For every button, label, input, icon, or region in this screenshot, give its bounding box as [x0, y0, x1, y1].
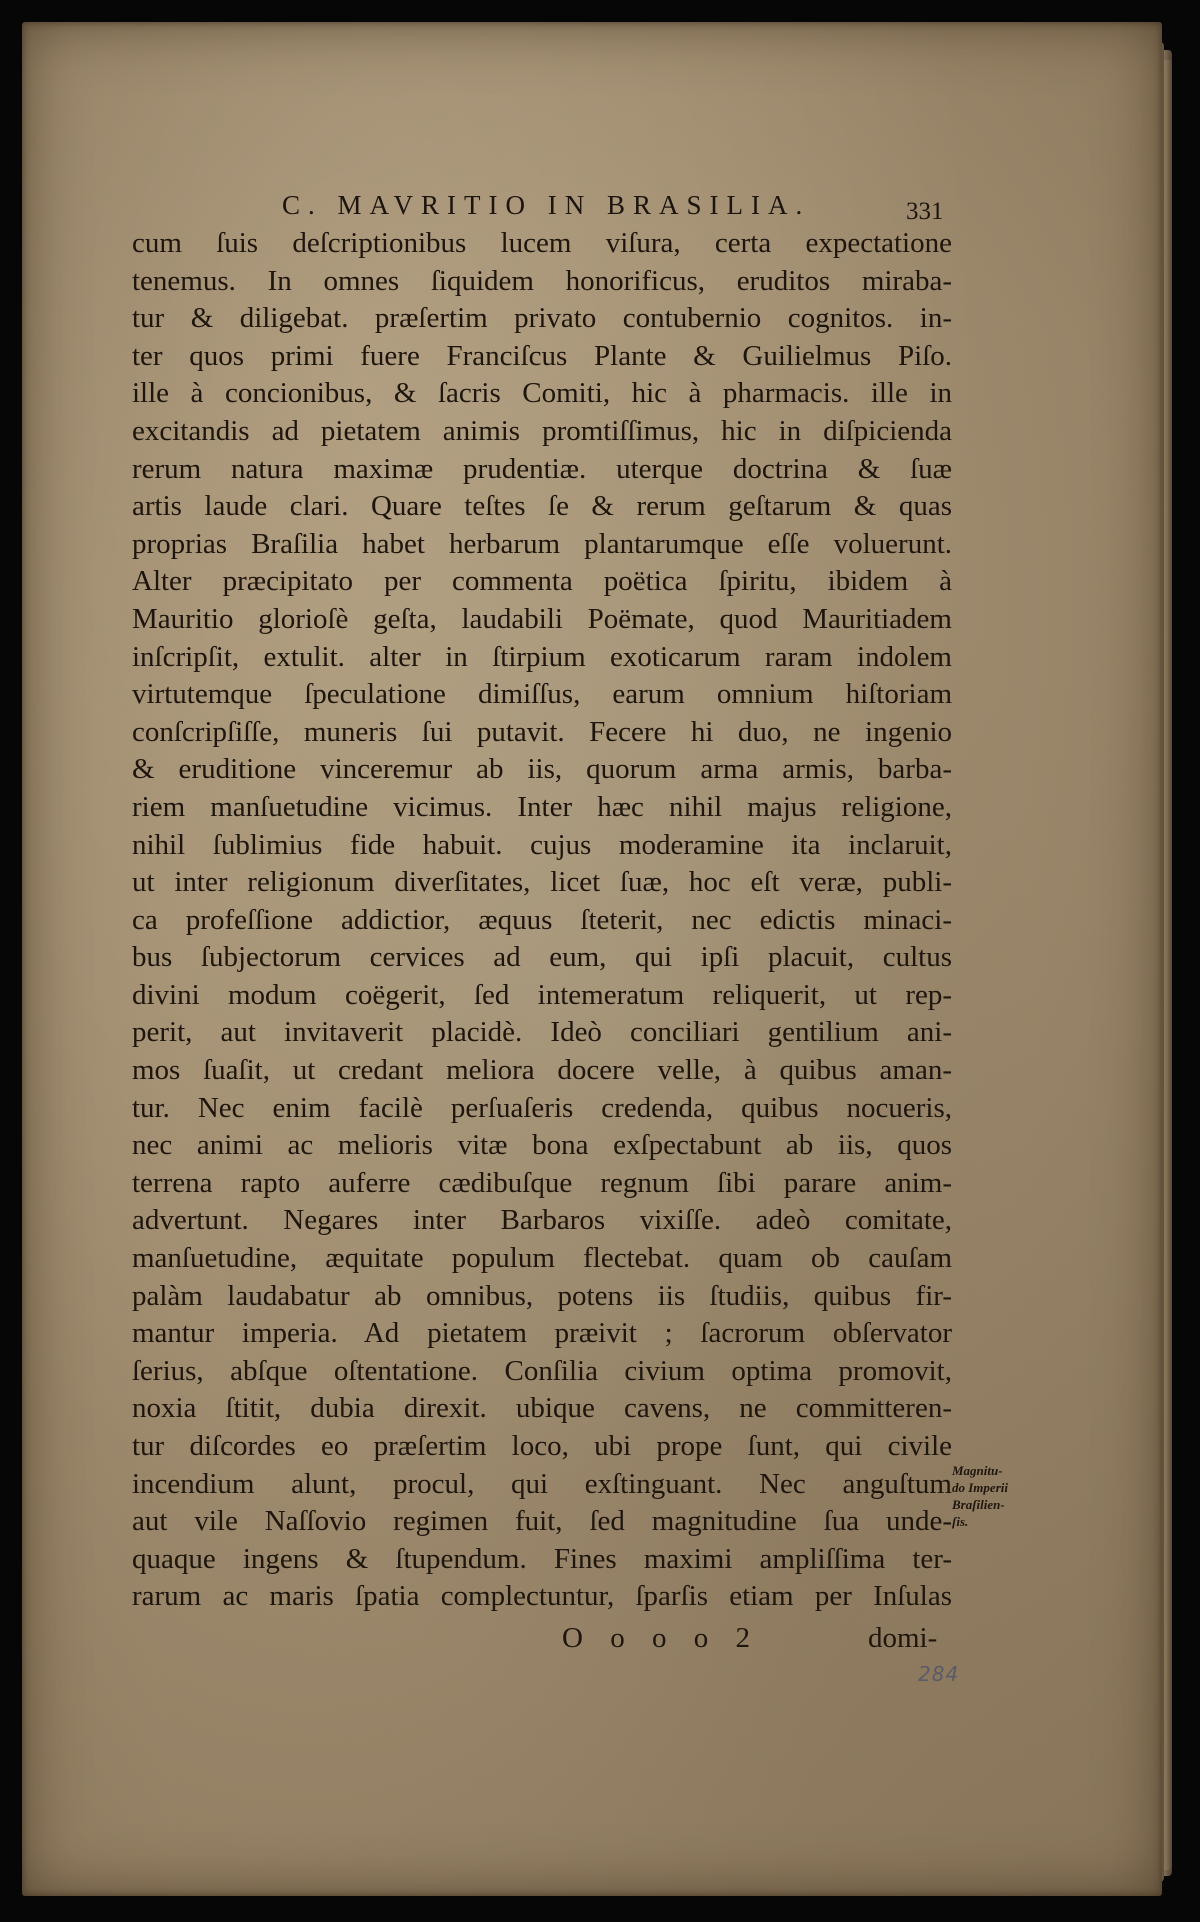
text-line: nihil ſublimius fide habuit. cujus moderamine ita inclaruit, [132, 828, 952, 861]
text-line: perit, aut invitaverit placidè. Ideò conciliari gentilium ani- [132, 1016, 952, 1049]
text-line: bus ſubjectorum cervices ad eum, qui ipſi placuit, cultus [132, 941, 952, 974]
text-line: advertunt. Negares inter Barbaros vixiſſe. adeò comitate, [132, 1204, 952, 1237]
text-line: ca profeſſione addictior, æquus ſteterit, nec edictis minaci- [132, 903, 952, 936]
text-line: tur diſcordes eo præſertim loco, ubi prope ſunt, qui civile [132, 1430, 952, 1462]
text-line: Alter præcipitato per commenta poëtica ſpiritu, ibidem à [132, 565, 952, 598]
text-line: tur. Nec enim facilè perſuaſeris credenda, quibus nocueris, [132, 1091, 952, 1124]
text-line: divini modum coëgerit, ſed intemeratum reliquerit, ut rep- [132, 978, 952, 1011]
text-line: inſcripſit, extulit. alter in ſtirpium exoticarum raram indolem [132, 640, 952, 673]
text-line: manſuetudine, æquitate populum flectebat. quam ob cauſam [132, 1242, 952, 1275]
text-line: mantur imperia. Ad pietatem præivit ; ſacrorum obſervator [132, 1317, 952, 1350]
text-line: mos ſuaſit, ut credant meliora docere velle, à quibus aman- [132, 1054, 952, 1087]
page-number: 331 [906, 198, 944, 225]
text-line: quaque ingens & ſtupendum. Fines maximi ampliſſima ter- [132, 1542, 952, 1575]
text-line: artis laude clari. Quare teſtes ſe & rerum geſtarum & quas [132, 490, 952, 523]
margin-note-line: Braſilien- [952, 1497, 1005, 1512]
margin-note-line: ſis. [952, 1514, 969, 1529]
text-line: tenemus. In omnes ſiquidem honorificus, eruditos mirabа- [132, 264, 952, 297]
margin-note-line: do Imperii [952, 1480, 1008, 1495]
text-line: proprias Braſilia habet herbarum plantarumque eſſe voluerunt. [132, 527, 952, 560]
text-line: excitandis ad pietatem animis promtiſſimus, hic in diſpicienda [132, 414, 952, 447]
text-line: conſcripſiſſe, muneris ſui putavit. Fecere hi duo, ne ingenio [132, 715, 952, 748]
text-line: rerum natura maximæ prudentiæ. uterque doctrina & ſuæ [132, 452, 952, 485]
signature-mark: O o o o 2 [562, 1622, 760, 1654]
text-line: terrena rapto auferre cædibuſque regnum ſibi parare anim- [132, 1166, 952, 1199]
text-line: tur & diligebat. præſertim privato contubernio cognitos. in- [132, 302, 952, 335]
catchword: domi- [868, 1622, 938, 1654]
text-line: ter quos primi fuere Franciſcus Plante & Guilielmus Piſo. [132, 339, 952, 372]
book-page [22, 22, 1162, 1896]
running-head: C. MAVRITIO IN BRASILIA. [282, 190, 811, 220]
text-line: cum ſuis deſcriptionibus lucem viſura, certa expectatione [132, 227, 952, 259]
pencil-annotation: 284 [918, 1662, 960, 1686]
text-line: riem manſuetudine vicimus. Inter hæc nihil majus religione, [132, 790, 952, 823]
text-line: & eruditione vinceremur ab iis, quorum arma armis, barba- [132, 753, 952, 786]
text-line: incendium alunt, procul, qui exſtinguant. Nec anguſtum [132, 1467, 952, 1500]
text-line: ſerius, abſque oſtentatione. Conſilia civium optima promovit, [132, 1354, 952, 1387]
text-line: nec animi ac melioris vitæ bona exſpectabunt ab iis, quos [132, 1129, 952, 1162]
text-line: virtutemque ſpeculatione dimiſſus, earum omnium hiſtoriam [132, 678, 952, 711]
margin-note [952, 1462, 1032, 1530]
text-line: palàm laudabatur ab omnibus, potens iis ſtudiis, quibus fir- [132, 1279, 952, 1312]
text-line: ut inter religionum diverſitates, licet ſuæ, hoc eſt veræ, publi- [132, 866, 952, 899]
text-line: Mauritio glorioſè geſta, laudabili Poëmate, quod Mauritiadem [132, 602, 952, 635]
margin-note-line: Magnitu- [952, 1463, 1003, 1478]
text-line: rarum ac maris ſpatia complectuntur, ſparſis etiam per Inſulas [132, 1580, 952, 1613]
text-line: ille à concionibus, & ſacris Comiti, hic à pharmacis. ille in [132, 377, 952, 410]
body-text [132, 225, 952, 1616]
text-line: noxia ſtitit, dubia direxit. ubique cavens, ne committeren- [132, 1392, 952, 1425]
text-line: aut vile Naſſovio regimen fuit, ſed magnitudine ſua unde- [132, 1505, 952, 1538]
